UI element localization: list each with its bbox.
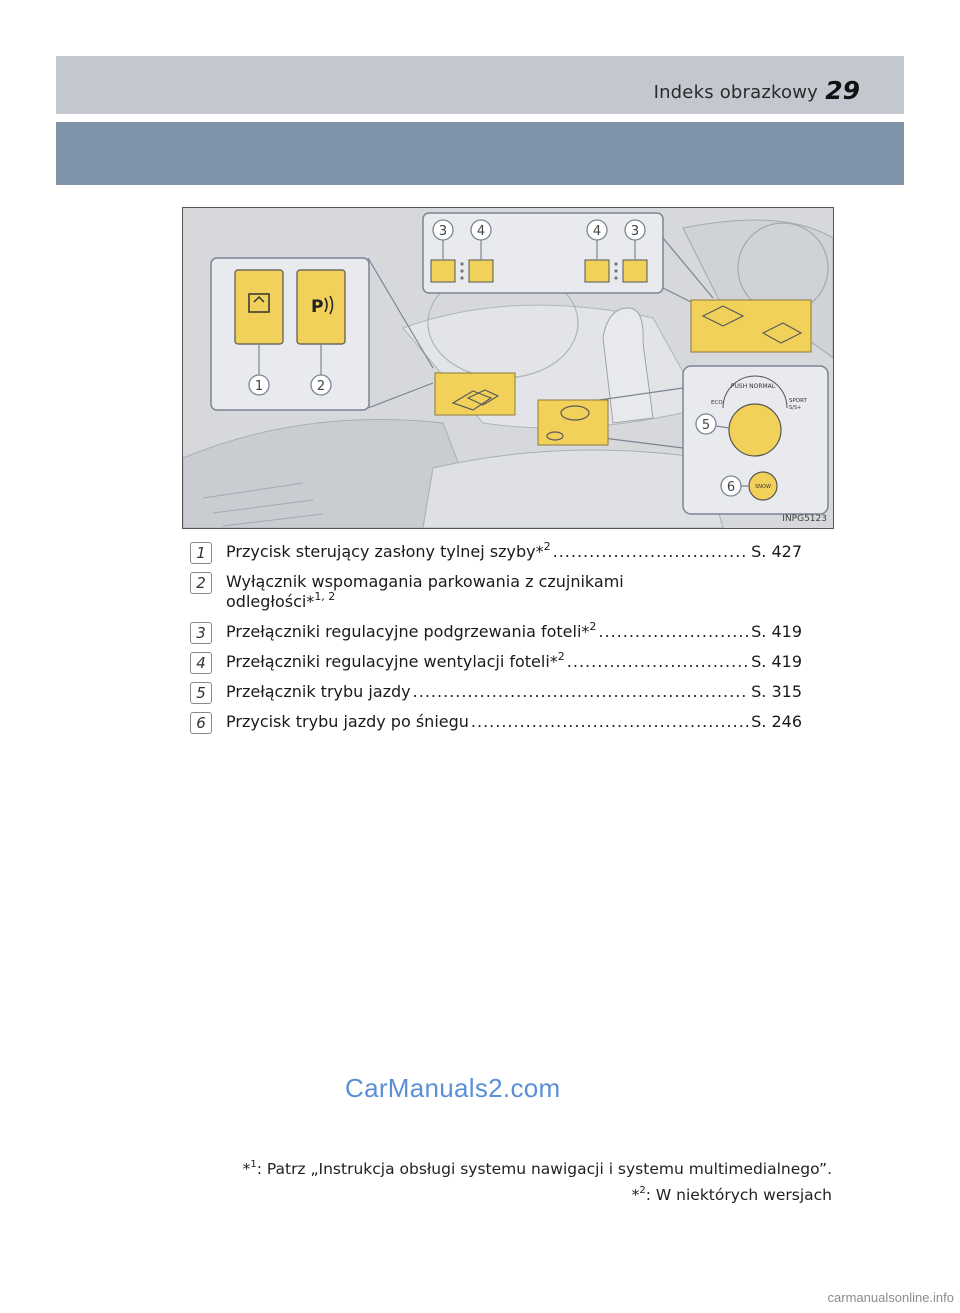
legend-page-ref[interactable]: S. 419: [751, 622, 802, 641]
legend-page-ref[interactable]: S. 315: [751, 682, 802, 701]
legend-label: Przełączniki regulacyjne podgrzewania foteli*: [226, 622, 590, 641]
legend-number-badge: 4: [190, 652, 212, 674]
legend-label: Wyłącznik wspomagania parkowania z czujnikami: [226, 572, 624, 591]
page-section-title: Indeks obrazkowy: [653, 82, 818, 103]
callout-4-left: [471, 220, 491, 240]
console-drawing: [183, 208, 833, 528]
legend-label: Przycisk trybu jazdy po śniegu: [226, 712, 469, 731]
legend-item-6: [190, 712, 802, 732]
highlighted-dial-area: [538, 400, 608, 445]
leader-dots: [413, 682, 749, 702]
footnote-sup: 1: [250, 1159, 257, 1170]
callout-5: [696, 414, 716, 434]
legend-item-3: [190, 622, 802, 642]
leader-dots: [471, 712, 749, 732]
svg-text:P: P: [311, 297, 324, 317]
legend-item-4: [190, 652, 802, 672]
legend-page-ref[interactable]: S. 246: [751, 712, 802, 731]
callout-2: [311, 375, 331, 395]
callout-3-left: [433, 220, 453, 240]
svg-text:3: 3: [438, 224, 448, 239]
legend-list: [190, 542, 802, 742]
svg-text:3: 3: [630, 224, 640, 239]
legend-item-1: [190, 542, 802, 562]
legend-sup: 1, 2: [314, 590, 336, 603]
leader-dots: [553, 542, 750, 562]
svg-text:5: 5: [701, 418, 711, 433]
watermark: CarManuals2.com: [345, 1073, 561, 1103]
footnote-mark: *: [242, 1160, 251, 1178]
callout-6: [721, 476, 741, 496]
legend-number-badge: 5: [190, 682, 212, 704]
callout-1: [249, 375, 269, 395]
legend-sup: 2: [589, 620, 597, 633]
legend-number-badge: 2: [190, 572, 212, 594]
svg-text:4: 4: [592, 224, 602, 239]
legend-label: Przełącznik trybu jazdy: [226, 682, 411, 701]
highlighted-rear-switch-area: [435, 373, 515, 415]
illustration-code: INPG5123: [782, 514, 827, 524]
inset-panel-drive-mode: [683, 366, 828, 514]
dial-label-right-sub: S/S+: [789, 405, 802, 411]
console-illustration: [182, 207, 834, 529]
highlighted-seat-switch-area: [691, 300, 811, 352]
legend-number-badge: 1: [190, 542, 212, 564]
footnote-sup: 2: [639, 1185, 646, 1196]
legend-label-continued: odległości*: [226, 592, 315, 611]
page-number: 29: [825, 76, 860, 105]
svg-text:4: 4: [476, 224, 486, 239]
svg-text:1: 1: [254, 379, 264, 394]
dial-label-top: PUSH NORMAL: [730, 383, 776, 390]
legend-page-ref[interactable]: S. 419: [751, 652, 802, 671]
legend-label: Przełączniki regulacyjne wentylacji foteli*: [226, 652, 558, 671]
dial-label-left: ECO: [711, 400, 723, 406]
leader-dots: [567, 652, 749, 672]
dial-label-right: SPORT: [789, 398, 807, 404]
inset-panel-rear-buttons: [211, 258, 369, 410]
footnote-1: [243, 1160, 832, 1178]
legend-label: Przycisk sterujący zasłony tylnej szyby*: [226, 542, 544, 561]
legend-item-5: [190, 682, 802, 702]
svg-text:6: 6: [726, 480, 736, 495]
footer-site-watermark: carmanualsonline.info: [827, 1290, 954, 1305]
snow-button-label: SNOW: [755, 484, 771, 490]
legend-sup: 2: [557, 650, 565, 663]
footnote-text: : Patrz „Instrukcja obsługi systemu nawigacji i systemu multimedialnego”.: [256, 1160, 832, 1178]
legend-sup: 2: [543, 540, 551, 553]
section-band: [56, 122, 904, 185]
legend-item-2: [190, 572, 802, 612]
footnote-mark: *: [631, 1186, 640, 1204]
callout-4-right: [587, 220, 607, 240]
footnote-text: : W niektórych wersjach: [645, 1186, 832, 1204]
leader-dots: [598, 622, 749, 642]
legend-number-badge: 6: [190, 712, 212, 734]
callout-3-right: [625, 220, 645, 240]
legend-number-badge: 3: [190, 622, 212, 644]
legend-page-ref[interactable]: S. 427: [751, 542, 802, 561]
svg-text:2: 2: [316, 379, 326, 394]
footnote-2: [632, 1186, 832, 1204]
